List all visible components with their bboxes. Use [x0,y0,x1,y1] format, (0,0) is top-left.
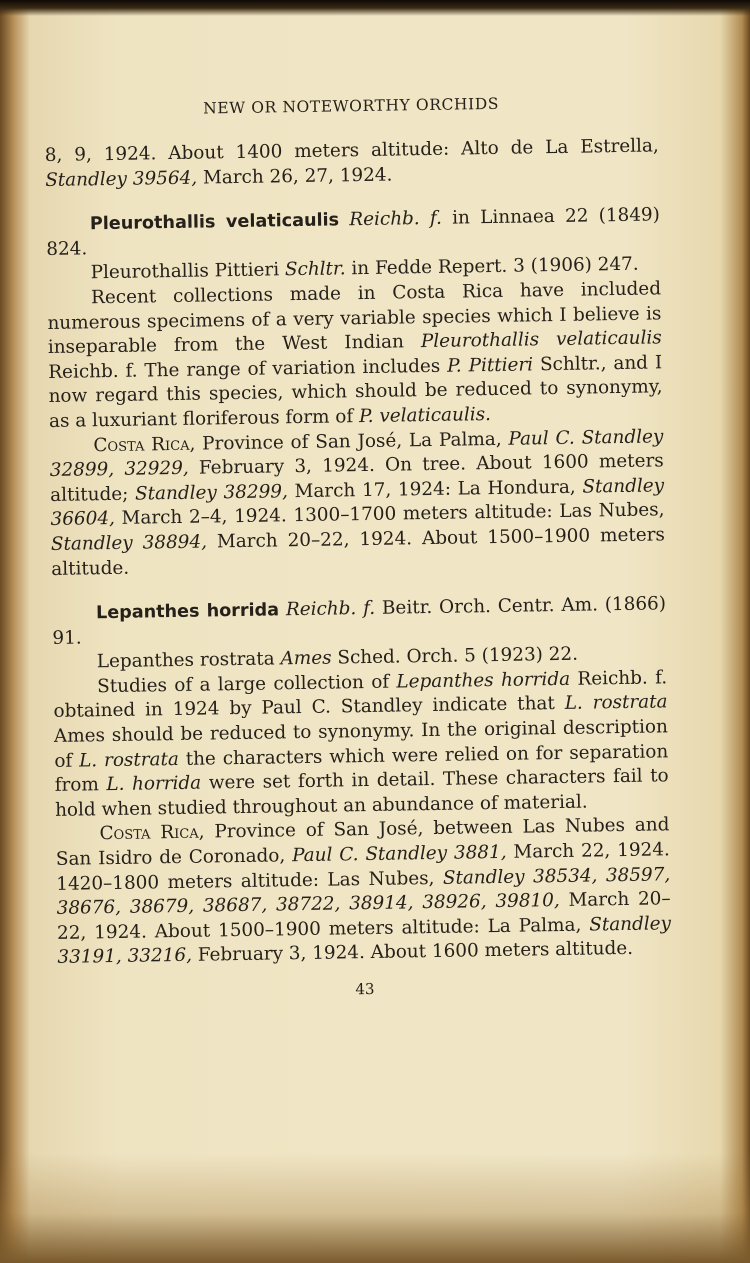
species-name: Pleurothallis velaticaulis [89,210,340,235]
text-span: Schltr., and I now regard this species, which should be reduced to synonymy, as a luxuriant floriferous form of [48,352,663,432]
specimen-citation: Standley 39564, [45,167,198,191]
italic-name: P. Pittieri [447,354,534,377]
author-name: Reichb. f. [349,207,443,231]
publication-citation: Sched. Orch. 5 (1923) 22. [331,643,579,669]
italic-name: L. rostrata [564,691,668,715]
paragraph-specimens-lepanthes [55,814,671,971]
text-span: Reichb. f. The range of variation includes [48,355,448,383]
text-span: March 2–4, 1924. 1300–1700 meters altitude: Las Nubes, [114,499,665,530]
text-span: Recent collections made in Costa Rica have included numerous specimens of a very variable species which I believe is inseparable from the West Indian [47,278,662,359]
page-content [44,92,672,1003]
synonym-name: Pleurothallis Pittieri [90,259,286,284]
text-span: March 20–22, 1924. About 1500–1900 meters altitude. [51,524,666,580]
specimen-citation: Standley 36604, [50,475,665,531]
text-span: 8, 9, 1924. About 1400 meters altitude: Alto de La Estrella, [44,135,659,166]
author-name: Reichb. f. [285,597,376,621]
paragraph-specimens-pleurothallis [49,425,665,582]
paragraph-discussion-pleurothallis [47,277,663,434]
text-span: , Province of San José, between Las Nubes and San Isidro de Coronado, [55,814,670,870]
country-name: Costa Rica [99,822,199,845]
running-header: NEW OR NOTEWORTHY ORCHIDS [203,94,500,118]
publication-citation: in Linnaea 22 (1849) 824. [46,204,661,260]
author-name: Ames [280,647,332,670]
paragraph-discussion-lepanthes [53,666,669,823]
species-name: Lepanthes horrida [95,600,280,624]
synonym-name: Lepanthes rostrata [96,648,281,673]
text-span: March 26, 27, 1924. [196,164,393,189]
text-span: March 17, 1924: La Hondura, [287,476,583,502]
specimen-citation: Standley 38534, 38597, 38676, 38679, 38687, 38722, 38914, 38926, 39810, [56,863,671,920]
specimen-citation: Paul C. Standley 32899, 32929, [49,425,664,482]
specimen-citation: Paul C. Standley 3881, [291,841,507,867]
italic-name: L. horrida [106,772,202,796]
text-span: Reichb. f. obtained in 1924 by Paul C. Standley indicate that [53,667,668,723]
author-name: Schltr. [284,258,346,281]
text-span: the characters which were relied on for separation from [54,740,669,797]
text-span: , Province of San José, La Palma, [189,428,509,455]
italic-name: P. velaticaulis. [358,403,492,428]
text-span: March 22, 1924. 1420–1800 meters altitude: Las Nubes, [56,839,670,895]
country-name: Costa Rica [93,433,190,456]
text-span: Ames should be reduced to synonymy. In the original description of [53,716,669,772]
specimen-citation: Standley 38299, [134,480,289,505]
italic-name: Pleurothallis velaticaulis [420,327,662,353]
page-number: 43 [355,979,375,999]
text-span: February 3, 1924. On tree. About 1600 meters altitude; [50,450,664,506]
italic-name: L. rostrata [78,748,180,772]
italic-name: Lepanthes horrida [396,668,571,693]
specimen-citation: Standley 33191, 33216, [57,913,672,969]
text-span: March 20–22, 1924. About 1500–1900 meters altitude: La Palma, [56,888,671,944]
text-span: Studies of a large collection of [97,671,397,698]
specimen-citation: Standley 38894, [50,531,208,555]
publication-citation: Beitr. Orch. Centr. Am. (1866) 91. [52,593,667,649]
text-span: February 3, 1924. About 1600 meters altitude. [191,938,634,967]
publication-citation: in Fedde Repert. 3 (1906) 247. [345,254,639,280]
text-span: were set forth in detail. These characters fail to hold when studied throughout an abundance of material. [54,765,669,821]
